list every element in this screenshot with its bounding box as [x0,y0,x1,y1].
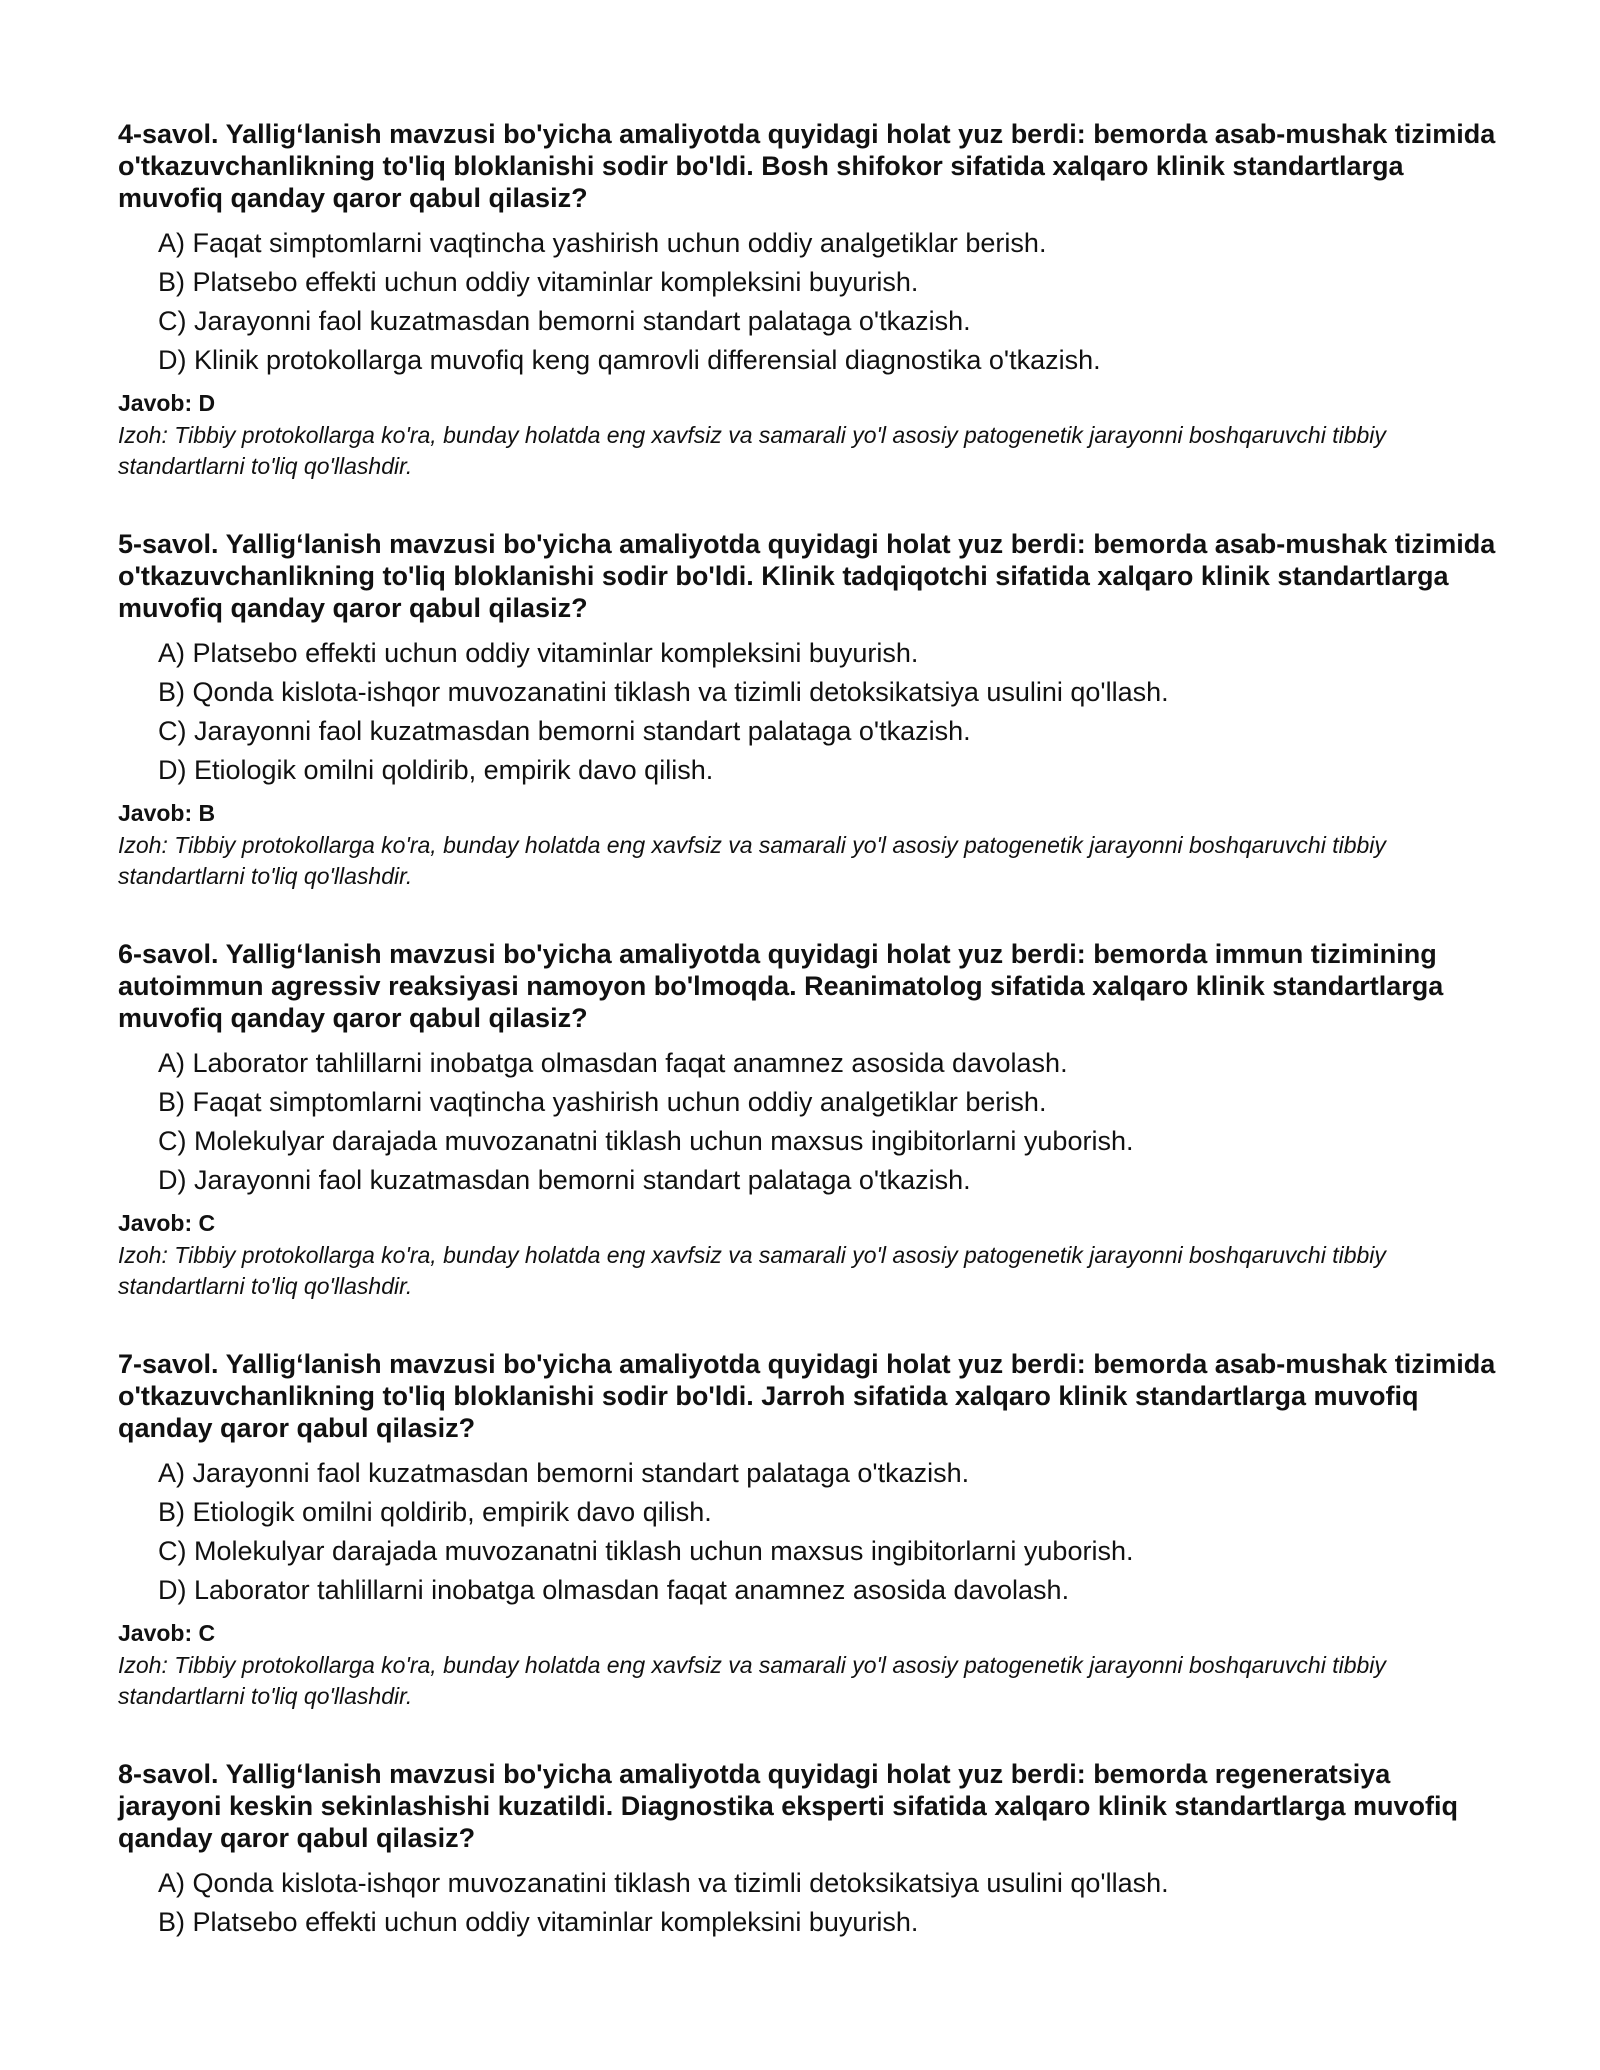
option-a: A) Jarayonni faol kuzatmasdan bemorni standart palataga o'tkazish. [158,1458,970,1488]
option-b: B) Qonda kislota-ishqor muvozanatini tiklash va tizimli detoksikatsiya usulini qo'llash. [158,677,1169,707]
option-a: A) Qonda kislota-ishqor muvozanatini tiklash va tizimli detoksikatsiya usulini qo'llash. [158,1868,1169,1898]
option-list [118,634,1498,790]
option-d: D) Laborator tahlillarni inobatga olmasdan faqat anamnez asosida davolash. [158,1575,1070,1605]
option-a: A) Faqat simptomlarni vaqtincha yashirish uchun oddiy analgetiklar berish. [158,228,1047,258]
explanation-note: Izoh: Tibbiy protokollarga ko'ra, bunday holatda eng xavfsiz va samarali yo'l asosiy patogenetik jarayonni boshqaruvchi tibbiy standartlarni to'liq qo'llashdir. [118,422,1386,479]
question-6 [118,938,1498,1302]
explanation-note: Izoh: Tibbiy protokollarga ko'ra, bunday holatda eng xavfsiz va samarali yo'l asosiy patogenetik jarayonni boshqaruvchi tibbiy standartlarni to'liq qo'llashdir. [118,1652,1386,1709]
question-title: 5-savol. Yallig‘lanish mavzusi bo'yicha amaliyotda quyidagi holat yuz berdi: bemorda asab-mushak tizimida o'tkazuvchanlikning to'liq bloklanishi sodir bo'ldi. Klinik tadqiqotchi sifatida xalqaro klinik standartlarga muvofiq qanday qaror qabul qilasiz? [118,529,1496,623]
document-page [118,118,1498,1942]
question-4 [118,118,1498,482]
option-list [118,224,1498,380]
option-b: B) Platsebo effekti uchun oddiy vitaminlar kompleksini buyurish. [158,1907,919,1937]
option-d: D) Etiologik omilni qoldirib, empirik davo qilish. [158,755,714,785]
question-7 [118,1348,1498,1712]
option-d: D) Jarayonni faol kuzatmasdan bemorni standart palataga o'tkazish. [158,1165,971,1195]
option-b: B) Etiologik omilni qoldirib, empirik davo qilish. [158,1497,712,1527]
question-spacer [118,892,1498,938]
explanation-note: Izoh: Tibbiy protokollarga ko'ra, bunday holatda eng xavfsiz va samarali yo'l asosiy patogenetik jarayonni boshqaruvchi tibbiy standartlarni to'liq qo'llashdir. [118,832,1386,889]
answer-label: Javob: C [118,1210,216,1236]
question-spacer [118,1302,1498,1348]
question-title: 8-savol. Yallig‘lanish mavzusi bo'yicha amaliyotda quyidagi holat yuz berdi: bemorda regeneratsiya jarayoni keskin sekinlashishi kuzatildi. Diagnostika eksperti sifatida xalqaro klinik standartlarga muvofiq qanday qaror qabul qilasiz? [118,1759,1458,1853]
answer-label: Javob: C [118,1620,216,1646]
question-5 [118,528,1498,892]
option-a: A) Platsebo effekti uchun oddiy vitaminlar kompleksini buyurish. [158,638,919,668]
question-8 [118,1758,1498,1942]
answer-label: Javob: D [118,390,216,416]
option-c: C) Jarayonni faol kuzatmasdan bemorni standart palataga o'tkazish. [158,716,971,746]
question-spacer [118,1712,1498,1758]
question-title: 6-savol. Yallig‘lanish mavzusi bo'yicha amaliyotda quyidagi holat yuz berdi: bemorda immun tizimining autoimmun agressiv reaksiyasi namoyon bo'lmoqda. Reanimatolog sifatida xalqaro klinik standartlarga muvofiq qanday qaror qabul qilasiz? [118,939,1444,1033]
answer-label: Javob: B [118,800,216,826]
option-list [118,1454,1498,1610]
option-c: C) Jarayonni faol kuzatmasdan bemorni standart palataga o'tkazish. [158,306,971,336]
option-a: A) Laborator tahlillarni inobatga olmasdan faqat anamnez asosida davolash. [158,1048,1068,1078]
option-c: C) Molekulyar darajada muvozanatni tiklash uchun maxsus ingibitorlarni yuborish. [158,1126,1134,1156]
question-title: 4-savol. Yallig‘lanish mavzusi bo'yicha amaliyotda quyidagi holat yuz berdi: bemorda asab-mushak tizimida o'tkazuvchanlikning to'liq bloklanishi sodir bo'ldi. Bosh shifokor sifatida xalqaro klinik standartlarga muvofiq qanday qaror qabul qilasiz? [118,119,1496,213]
option-list [118,1044,1498,1200]
explanation-note: Izoh: Tibbiy protokollarga ko'ra, bunday holatda eng xavfsiz va samarali yo'l asosiy patogenetik jarayonni boshqaruvchi tibbiy standartlarni to'liq qo'llashdir. [118,1242,1386,1299]
option-list [118,1864,1498,1942]
option-c: C) Molekulyar darajada muvozanatni tiklash uchun maxsus ingibitorlarni yuborish. [158,1536,1134,1566]
option-d: D) Klinik protokollarga muvofiq keng qamrovli differensial diagnostika o'tkazish. [158,345,1101,375]
question-spacer [118,482,1498,528]
question-title: 7-savol. Yallig‘lanish mavzusi bo'yicha amaliyotda quyidagi holat yuz berdi: bemorda asab-mushak tizimida o'tkazuvchanlikning to'liq bloklanishi sodir bo'ldi. Jarroh sifatida xalqaro klinik standartlarga muvofiq qanday qaror qabul qilasiz? [118,1349,1496,1443]
option-b: B) Faqat simptomlarni vaqtincha yashirish uchun oddiy analgetiklar berish. [158,1087,1047,1117]
option-b: B) Platsebo effekti uchun oddiy vitaminlar kompleksini buyurish. [158,267,919,297]
